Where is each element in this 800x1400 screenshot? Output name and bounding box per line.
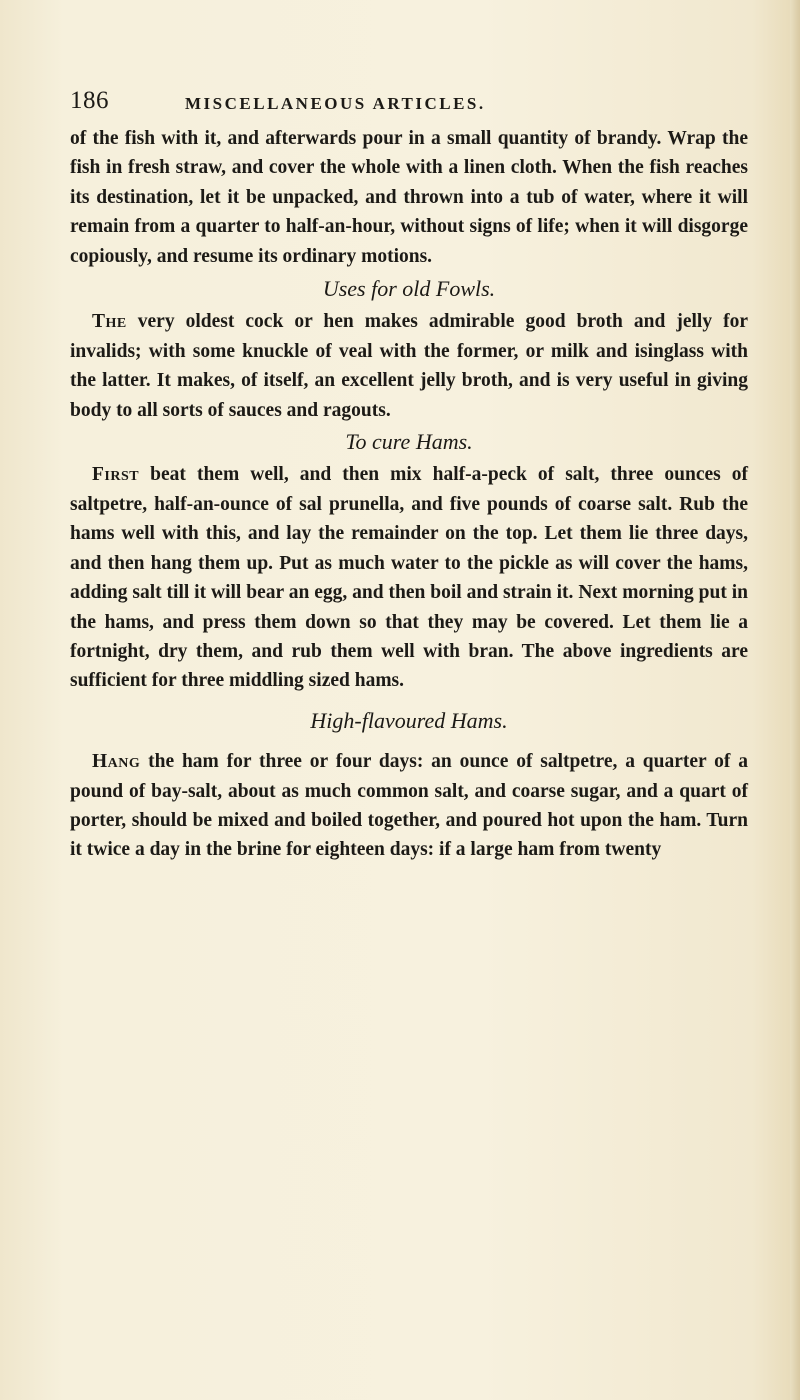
paragraph-text: beat them well, and then mix half-a-peck of salt, three ounces of saltpetre, half-an-ounce of sal prunella, and five pounds of coarse salt. Rub the hams well with this, and lay the remainder on the top. Let them lie three days, and then hang them up. Put as much water to the pickle as will cover the hams, adding salt till it will bear an egg, and then boil and strain it. Next morning put in the hams, and press them down so that they may be covered. Let them lie a fortnight, dry them, and rub them well with bran. The above ingredients are sufficient for three middling sized hams.: [70, 464, 749, 692]
running-head: MISCELLANEOUS ARTICLES.: [185, 94, 486, 113]
section-heading-old-fowls: Uses for old Fowls.: [322, 276, 496, 302]
page-number: 186: [70, 87, 109, 114]
page-header: [70, 87, 750, 123]
lead-word: Hang: [92, 751, 141, 773]
paragraph-cure-hams: [70, 460, 748, 695]
lead-word: The: [92, 311, 127, 333]
section-heading-cure-hams: To cure Hams.: [345, 429, 473, 455]
page-body: [70, 124, 748, 865]
lead-word: First: [92, 464, 140, 486]
paragraph-text: very oldest cock or hen makes admirable good broth and jelly for invalids; with some knuckle of veal with the former, or milk and isinglass with the latter. It makes, of itself, an excellent jelly broth, and is very useful in giving body to all sorts of sauces and ragouts.: [70, 311, 748, 421]
paragraph-high-flavoured-hams: [70, 747, 748, 865]
paragraph-old-fowls: [70, 307, 748, 425]
section-heading-high-flavoured-hams: High-flavoured Hams.: [310, 707, 508, 733]
paragraph-text: the ham for three or four days: an ounce of saltpetre, a quarter of a pound of bay-salt, about as much common salt, and coarse sugar, and a quart of porter, should be mixed and boiled together, and poured hot upon the ham. Turn it twice a day in the brine for eighteen days: if a large ham from twenty: [70, 751, 748, 861]
page-edge: [790, 0, 800, 1400]
continued-paragraph: of the fish with it, and afterwards pour in a small quantity of brandy. Wrap the fish in fresh straw, and cover the whole with a linen cloth. When the fish reaches its destination, let it be unpacked, and thrown into a tub of water, where it will remain from a quarter to half-an-hour, without signs of life; when it will disgorge copiously, and resume its ordinary motions.: [70, 128, 748, 267]
